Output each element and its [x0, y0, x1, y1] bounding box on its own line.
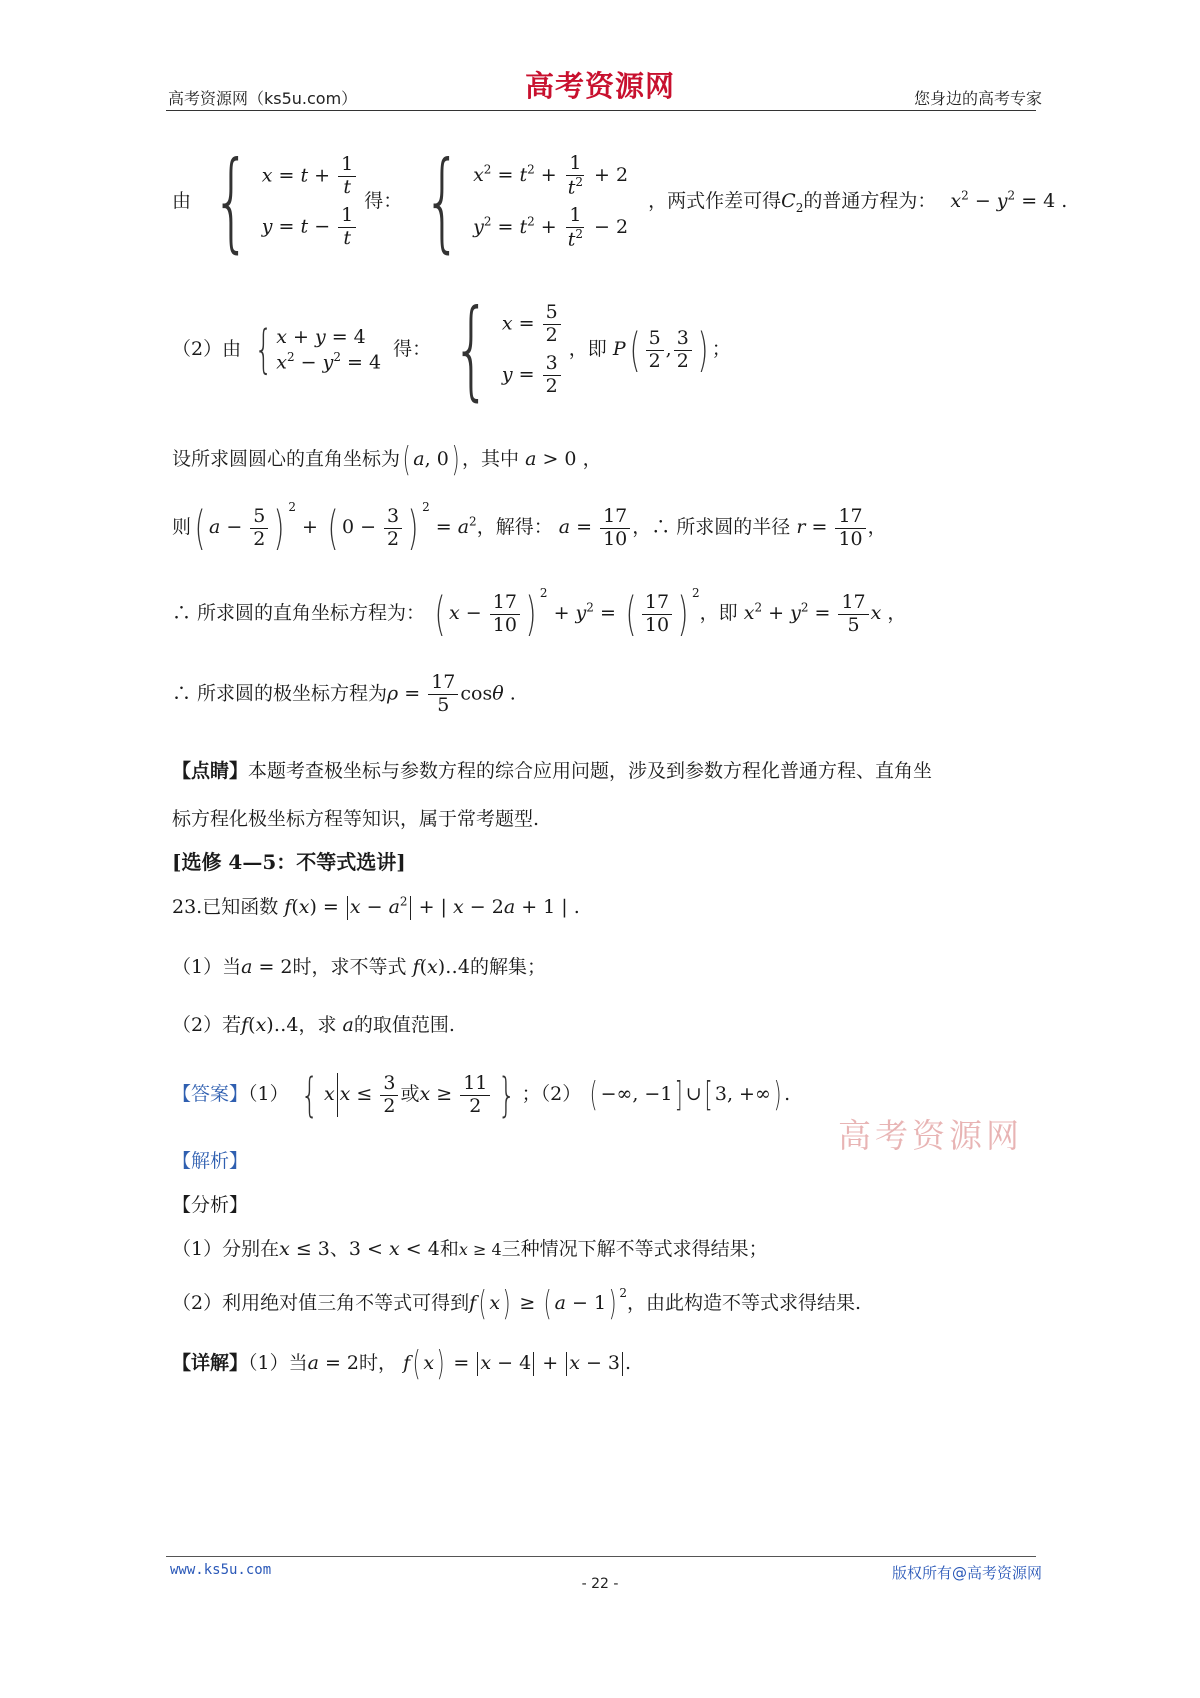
section-title: [选修 4—5：不等式选讲]: [172, 850, 406, 874]
fenxi-tag: 【分析】: [172, 1194, 249, 1216]
footer-rule: [166, 1556, 1036, 1557]
footer-copyright-link[interactable]: 版权所有@高考资源网: [891, 1564, 1042, 1582]
xiangjie-line: 【详解】（1）当a = 2时， f( x) = x − 4 + x − 3 .: [172, 1344, 632, 1384]
solution-line-3: 设所求圆圆心的直角坐标为( a, 0) ，其中 a > 0 ，: [172, 440, 602, 480]
fenxi-line-2: （2）利用绝对值三角不等式可得到f( x) ≥ ( a − 1) $^2$，由此构造不等式求得结果.: [172, 1284, 862, 1324]
answer-line: 【答案】（1） { x x ≤ $\frac{3}{2}$ 或x ≥ $\frac{11}{2}$ } ；（2） ( −∞, −1] ∪[ 3, +∞) .: [172, 1068, 791, 1122]
solution-line-1: 由 { x = t + $\frac{1}{t}$ y = t − $\frac{1}{t}$ 得： { $x^2 = t^2$ + $\frac{1}{t^2}$ + 2 $y^2 = t^2$ + $\frac{1}{t^2}$ − 2 ，两式作差可得$C_2$的普通方程为： $x^2 - y^2 = 4$ .: [172, 139, 1068, 264]
footer-url-link[interactable]: www.ks5u.com: [170, 1562, 272, 1578]
dianjing-line-1: 【点睛】本题考查极坐标与参数方程的综合应用问题，涉及到参数方程化普通方程、直角坐: [172, 760, 933, 782]
question-23: 23.已知函数 $f(x) = x - a^2$ + | x − 2a + 1 | .: [172, 894, 580, 918]
jiexi-tag: 【解析】: [172, 1150, 249, 1172]
watermark: 高考资源网: [838, 1116, 1023, 1155]
solution-line-6: ∴ 所求圆的极坐标方程为ρ = $\frac{17}{5}$ cosθ .: [172, 671, 516, 716]
dianjing-line-2: 标方程化极坐标方程等知识，属于常考题型.: [172, 808, 540, 830]
question-23-part-2: （2）若f(x)‥4，求 a的取值范围.: [172, 1014, 455, 1036]
header-slogan: 您身边的高考专家: [913, 89, 1042, 108]
fenxi-line-1: （1）分别在x ≤ 3、3 < x < 4和x ≥ 4三种情况下解不等式求得结果；: [172, 1238, 768, 1260]
solution-line-4: 则( a − $\frac{5}{2}$ ) $^2$ + ( 0 − $\frac{3}{2}$ ) $^2 = a^2$，解得： a = $\frac{17}{10}$ ，∴ 所求圆的半径 r = $\frac{17}{10}$ ，: [172, 500, 887, 555]
squared-system: { $x^2 = t^2$ + $\frac{1}{t^2}$ + 2 $y^2 = t^2$ + $\frac{1}{t^2}$ − 2: [423, 139, 629, 264]
header-rule: [166, 110, 1036, 111]
header-site-name: 高考资源网（ks5u.com）: [168, 89, 358, 108]
page-number: - 22 -: [581, 1576, 619, 1592]
solution-line-5: ∴ 所求圆的直角坐标方程为： ( x − $\frac{17}{10}$ ) $^2 + y^2$ = ( $\frac{17}{10}$ ) $^2$，即 $x^2 + y^2$ = $\frac{17}{5}$ x ，: [172, 586, 907, 641]
intersection-solution: { x = $\frac{5}{2}$ y = $\frac{3}{2}$: [437, 296, 563, 404]
question-23-part-1: （1）当a = 2时，求不等式 f(x)‥4的解集；: [172, 956, 546, 978]
solution-line-2: （2）由 { x + y = 4 $x^2 - y^2 = 4$ 得： { x = $\frac{5}{2}$ y = $\frac{3}{2}$ ，即 P( $\frac{5}{2}$ , $\frac{3}{2}$ ) ；: [172, 287, 731, 412]
header-logo: 高考资源网: [524, 69, 675, 103]
intersection-system: { x + y = 4 $x^2 - y^2 = 4$: [254, 320, 382, 380]
param-system: { x = t + $\frac{1}{t}$ y = t − $\frac{1}{t}$: [197, 148, 358, 256]
